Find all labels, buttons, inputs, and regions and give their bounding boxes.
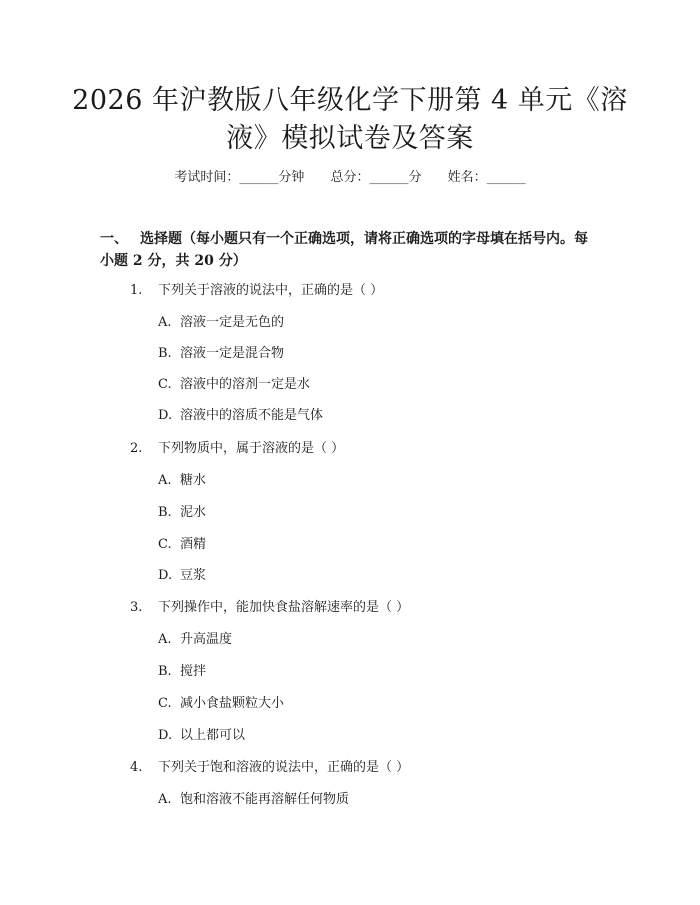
question <box>130 599 409 617</box>
option <box>158 472 206 490</box>
option-text: 豆浆 <box>180 568 207 583</box>
option <box>158 663 206 681</box>
section-heading <box>100 228 600 272</box>
option-text: 搅拌 <box>180 664 207 679</box>
option-text: 减小食盐颗粒大小 <box>180 696 285 711</box>
option <box>158 314 284 332</box>
option-letter: D. <box>158 568 173 583</box>
question-number: 4. <box>130 760 143 775</box>
option <box>158 631 232 649</box>
question-text: 下列物质中，属于溶液的是（ ） <box>158 441 345 456</box>
question-text: 下列操作中，能加快食盐溶解速率的是（ ） <box>158 600 410 615</box>
question-text: 下列关于溶液的说法中，正确的是（ ） <box>158 283 384 298</box>
question-number: 1. <box>130 283 143 298</box>
option-text: 泥水 <box>180 505 207 520</box>
option-text: 糖水 <box>180 473 207 488</box>
question <box>130 282 383 300</box>
option-letter: A. <box>158 792 172 807</box>
option-text: 饱和溶液不能再溶解任何物质 <box>180 792 350 807</box>
section-text: 选择题（每小题只有一个正确选项，请将正确选项的字母填在括号内。每小题 2 分，共 20 分） <box>100 231 588 269</box>
title-line-2: 液》模拟试卷及答案 <box>226 123 474 154</box>
exam-info <box>0 168 700 188</box>
option-letter: A. <box>158 473 172 488</box>
option-letter: C. <box>158 377 172 392</box>
total-score: 总分：______分 <box>330 170 422 185</box>
option-letter: B. <box>158 664 172 679</box>
option <box>158 504 206 522</box>
option <box>158 727 245 745</box>
option-letter: A. <box>158 632 172 647</box>
question-number: 3. <box>130 600 143 615</box>
question-number: 2. <box>130 441 143 456</box>
question <box>130 440 344 458</box>
question-text: 下列关于饱和溶液的说法中，正确的是（ ） <box>158 760 410 775</box>
option-letter: B. <box>158 346 172 361</box>
option-text: 溶液中的溶剂一定是水 <box>180 377 311 392</box>
option-text: 酒精 <box>180 537 207 552</box>
option-letter: A. <box>158 315 172 330</box>
option-text: 以上都可以 <box>180 728 246 743</box>
option-letter: C. <box>158 696 172 711</box>
option-text: 升高温度 <box>180 632 233 647</box>
question <box>130 759 409 777</box>
option-letter: D. <box>158 728 173 743</box>
option-letter: D. <box>158 408 173 423</box>
option <box>158 536 206 554</box>
option <box>158 376 310 394</box>
option-text: 溶液一定是无色的 <box>180 315 285 330</box>
option-text: 溶液一定是混合物 <box>180 346 285 361</box>
option-text: 溶液中的溶质不能是气体 <box>180 408 324 423</box>
option <box>158 567 206 585</box>
option <box>158 791 349 809</box>
student-name: 姓名：______ <box>447 170 526 185</box>
option <box>158 407 323 425</box>
option-letter: B. <box>158 505 172 520</box>
section-number: 一、 <box>100 231 128 247</box>
title-line-1: 2026 年沪教版八年级化学下册第 4 单元《溶 <box>72 85 628 116</box>
exam-time: 考试时间：______分钟 <box>174 170 305 185</box>
option <box>158 695 284 713</box>
option-letter: C. <box>158 537 172 552</box>
document-title <box>0 82 700 158</box>
option <box>158 345 284 363</box>
